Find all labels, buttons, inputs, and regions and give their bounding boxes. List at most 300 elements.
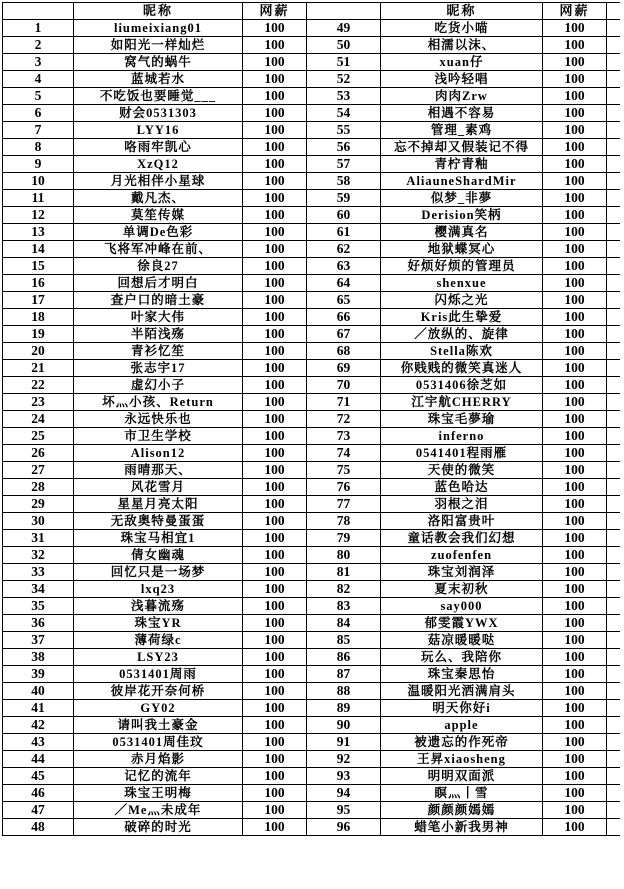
header-salary-left[interactable]: 网薪 xyxy=(243,3,307,20)
salary-right-cell[interactable]: 100 xyxy=(543,802,607,819)
nickname-right-cell[interactable]: 樱满真名 xyxy=(381,224,543,241)
nickname-left-cell[interactable]: 不吃饭也要睡觉___ xyxy=(74,88,243,105)
salary-left-cell[interactable]: 100 xyxy=(243,241,307,258)
row-number-right-cell[interactable]: 93 xyxy=(307,768,381,785)
nickname-right-cell[interactable]: 相遇不容易 xyxy=(381,105,543,122)
nickname-left-cell[interactable]: 查户口的暗土豪 xyxy=(74,292,243,309)
row-number-right-cell[interactable]: 77 xyxy=(307,496,381,513)
nickname-right-cell[interactable]: 你贱贱的微笑真迷人 xyxy=(381,360,543,377)
row-number-left-cell[interactable]: 23 xyxy=(3,394,74,411)
nickname-left-cell[interactable]: 0531401周雨 xyxy=(74,666,243,683)
nickname-right-cell[interactable]: 珠宝刘润泽 xyxy=(381,564,543,581)
row-number-right-cell[interactable]: 74 xyxy=(307,445,381,462)
row-number-left-cell[interactable]: 16 xyxy=(3,275,74,292)
header-index-right[interactable] xyxy=(307,3,381,20)
nickname-left-cell[interactable]: 张志宇17 xyxy=(74,360,243,377)
salary-right-cell[interactable]: 100 xyxy=(543,683,607,700)
nickname-left-cell[interactable]: 珠宝王明梅 xyxy=(74,785,243,802)
nickname-left-cell[interactable]: 风花雪月 xyxy=(74,479,243,496)
nickname-right-cell[interactable]: Derision笑柄 xyxy=(381,207,543,224)
salary-right-cell[interactable]: 100 xyxy=(543,700,607,717)
salary-left-cell[interactable]: 100 xyxy=(243,445,307,462)
row-number-left-cell[interactable]: 10 xyxy=(3,173,74,190)
row-number-right-cell[interactable]: 95 xyxy=(307,802,381,819)
nickname-right-cell[interactable]: 蓝色哈达 xyxy=(381,479,543,496)
nickname-right-cell[interactable]: Kris此生挚爱 xyxy=(381,309,543,326)
row-number-left-cell[interactable]: 20 xyxy=(3,343,74,360)
nickname-left-cell[interactable]: 如阳光一样灿烂 xyxy=(74,37,243,54)
spacer-cell xyxy=(607,88,620,105)
row-number-right-cell[interactable]: 76 xyxy=(307,479,381,496)
row-number-left-cell[interactable]: 45 xyxy=(3,768,74,785)
row-number-right-cell[interactable]: 92 xyxy=(307,751,381,768)
row-number-right-cell[interactable]: 90 xyxy=(307,717,381,734)
row-number-right-cell[interactable]: 87 xyxy=(307,666,381,683)
row-number-left-cell[interactable]: 8 xyxy=(3,139,74,156)
salary-left-cell[interactable]: 100 xyxy=(243,683,307,700)
row-number-left-cell[interactable]: 13 xyxy=(3,224,74,241)
nickname-left-cell[interactable]: 回想后才明白 xyxy=(74,275,243,292)
row-number-right-cell[interactable]: 75 xyxy=(307,462,381,479)
nickname-right-cell[interactable]: Stella陈欢 xyxy=(381,343,543,360)
row-number-left-cell[interactable]: 35 xyxy=(3,598,74,615)
nickname-left-cell[interactable]: 破碎的时光 xyxy=(74,819,243,836)
salary-left-cell[interactable]: 100 xyxy=(243,513,307,530)
salary-left-cell[interactable]: 100 xyxy=(243,71,307,88)
nickname-right-cell[interactable]: 好烦好烦的管理员 xyxy=(381,258,543,275)
row-number-right-cell[interactable]: 61 xyxy=(307,224,381,241)
row-number-left-cell[interactable]: 31 xyxy=(3,530,74,547)
row-number-right-cell[interactable]: 86 xyxy=(307,649,381,666)
salary-right-cell[interactable]: 100 xyxy=(543,615,607,632)
nickname-right-cell[interactable]: 玩么、我陪你 xyxy=(381,649,543,666)
row-number-left-cell[interactable]: 33 xyxy=(3,564,74,581)
header-nickname-left[interactable]: 昵称 xyxy=(74,3,243,20)
row-number-right-cell[interactable]: 52 xyxy=(307,71,381,88)
salary-right-cell[interactable]: 100 xyxy=(543,122,607,139)
row-number-right-cell[interactable]: 88 xyxy=(307,683,381,700)
salary-left-cell[interactable]: 100 xyxy=(243,802,307,819)
salary-right-cell[interactable]: 100 xyxy=(543,258,607,275)
row-number-left-cell[interactable]: 4 xyxy=(3,71,74,88)
spacer-cell xyxy=(607,547,620,564)
row-number-right-cell[interactable]: 68 xyxy=(307,343,381,360)
salary-right-cell[interactable]: 100 xyxy=(543,598,607,615)
row-number-right-cell[interactable]: 62 xyxy=(307,241,381,258)
row-number-left-cell[interactable]: 25 xyxy=(3,428,74,445)
salary-right-cell[interactable]: 100 xyxy=(543,632,607,649)
row-number-left-cell[interactable]: 32 xyxy=(3,547,74,564)
salary-right-cell[interactable]: 100 xyxy=(543,649,607,666)
row-number-right-cell[interactable]: 63 xyxy=(307,258,381,275)
salary-left-cell[interactable]: 100 xyxy=(243,326,307,343)
salary-left-cell[interactable]: 100 xyxy=(243,428,307,445)
salary-right-cell[interactable]: 100 xyxy=(543,173,607,190)
salary-right-cell[interactable]: 100 xyxy=(543,224,607,241)
salary-right-cell[interactable]: 100 xyxy=(543,496,607,513)
nickname-right-cell[interactable]: 温暖阳光洒满肩头 xyxy=(381,683,543,700)
salary-right-cell[interactable]: 100 xyxy=(543,564,607,581)
row-number-left-cell[interactable]: 37 xyxy=(3,632,74,649)
nickname-right-cell[interactable]: say000 xyxy=(381,598,543,615)
spacer-cell xyxy=(607,190,620,207)
row-number-right-cell[interactable]: 59 xyxy=(307,190,381,207)
salary-right-cell[interactable]: 100 xyxy=(543,241,607,258)
nickname-left-cell[interactable]: 虚幻小子 xyxy=(74,377,243,394)
row-number-left-cell[interactable]: 7 xyxy=(3,122,74,139)
salary-right-cell[interactable]: 100 xyxy=(543,292,607,309)
nickname-right-cell[interactable]: 地狱蝶冥心 xyxy=(381,241,543,258)
table-row xyxy=(3,734,620,751)
salary-right-cell[interactable]: 100 xyxy=(543,139,607,156)
salary-right-cell[interactable]: 100 xyxy=(543,71,607,88)
salary-left-cell[interactable]: 100 xyxy=(243,309,307,326)
row-number-left-cell[interactable]: 22 xyxy=(3,377,74,394)
row-number-left-cell[interactable]: 34 xyxy=(3,581,74,598)
nickname-left-cell[interactable]: LSY23 xyxy=(74,649,243,666)
row-number-left-cell[interactable]: 29 xyxy=(3,496,74,513)
row-number-left-cell[interactable]: 21 xyxy=(3,360,74,377)
salary-left-cell[interactable]: 100 xyxy=(243,598,307,615)
salary-left-cell[interactable]: 100 xyxy=(243,292,307,309)
nickname-left-cell[interactable]: Alison12 xyxy=(74,445,243,462)
nickname-right-cell[interactable]: 天使的微笑 xyxy=(381,462,543,479)
row-number-left-cell[interactable]: 17 xyxy=(3,292,74,309)
row-number-right-cell[interactable]: 91 xyxy=(307,734,381,751)
salary-left-cell[interactable]: 100 xyxy=(243,734,307,751)
nickname-left-cell[interactable]: ／Me灬未成年 xyxy=(74,802,243,819)
nickname-left-cell[interactable]: 彼岸花开奈何桥 xyxy=(74,683,243,700)
row-number-left-cell[interactable]: 43 xyxy=(3,734,74,751)
salary-left-cell[interactable]: 100 xyxy=(243,258,307,275)
nickname-right-cell[interactable]: 忘不掉却又假装记不得 xyxy=(381,139,543,156)
row-number-left-cell[interactable]: 14 xyxy=(3,241,74,258)
salary-left-cell[interactable]: 100 xyxy=(243,122,307,139)
row-number-left-cell[interactable]: 19 xyxy=(3,326,74,343)
salary-right-cell[interactable]: 100 xyxy=(543,785,607,802)
row-number-left-cell[interactable]: 3 xyxy=(3,54,74,71)
salary-right-cell[interactable]: 100 xyxy=(543,54,607,71)
row-number-right-cell[interactable]: 73 xyxy=(307,428,381,445)
nickname-right-cell[interactable]: 吃货小喵 xyxy=(381,20,543,37)
header-salary-right[interactable]: 网薪 xyxy=(543,3,607,20)
row-number-left-cell[interactable]: 40 xyxy=(3,683,74,700)
salary-right-cell[interactable]: 100 xyxy=(543,105,607,122)
row-number-left-cell[interactable]: 5 xyxy=(3,88,74,105)
row-number-right-cell[interactable]: 54 xyxy=(307,105,381,122)
salary-left-cell[interactable]: 100 xyxy=(243,462,307,479)
row-number-right-cell[interactable]: 51 xyxy=(307,54,381,71)
nickname-right-cell[interactable]: 明明双面派 xyxy=(381,768,543,785)
row-number-right-cell[interactable]: 71 xyxy=(307,394,381,411)
row-number-left-cell[interactable]: 36 xyxy=(3,615,74,632)
row-number-left-cell[interactable]: 39 xyxy=(3,666,74,683)
salary-left-cell[interactable]: 100 xyxy=(243,547,307,564)
salary-left-cell[interactable]: 100 xyxy=(243,37,307,54)
nickname-right-cell[interactable]: 珠宝秦思怡 xyxy=(381,666,543,683)
salary-right-cell[interactable]: 100 xyxy=(543,190,607,207)
row-number-left-cell[interactable]: 9 xyxy=(3,156,74,173)
row-number-right-cell[interactable]: 80 xyxy=(307,547,381,564)
salary-left-cell[interactable]: 100 xyxy=(243,700,307,717)
nickname-left-cell[interactable]: 记忆的流年 xyxy=(74,768,243,785)
nickname-left-cell[interactable]: 徐良27 xyxy=(74,258,243,275)
row-number-left-cell[interactable]: 6 xyxy=(3,105,74,122)
nickname-right-cell[interactable]: 肉肉Zrw xyxy=(381,88,543,105)
salary-left-cell[interactable]: 100 xyxy=(243,377,307,394)
nickname-right-cell[interactable]: 闪烁之光 xyxy=(381,292,543,309)
nickname-right-cell[interactable]: zuofenfen xyxy=(381,547,543,564)
row-number-left-cell[interactable]: 42 xyxy=(3,717,74,734)
row-number-right-cell[interactable]: 50 xyxy=(307,37,381,54)
spacer-cell xyxy=(607,207,620,224)
salary-left-cell[interactable]: 100 xyxy=(243,207,307,224)
salary-right-cell[interactable]: 100 xyxy=(543,37,607,54)
salary-right-cell[interactable]: 100 xyxy=(543,360,607,377)
salary-right-cell[interactable]: 100 xyxy=(543,819,607,836)
row-number-right-cell[interactable]: 72 xyxy=(307,411,381,428)
salary-left-cell[interactable]: 100 xyxy=(243,275,307,292)
salary-left-cell[interactable]: 100 xyxy=(243,530,307,547)
nickname-right-cell[interactable]: 王昇xiaosheng xyxy=(381,751,543,768)
salary-right-cell[interactable]: 100 xyxy=(543,275,607,292)
nickname-left-cell[interactable]: 叶家大伟 xyxy=(74,309,243,326)
row-number-left-cell[interactable]: 38 xyxy=(3,649,74,666)
nickname-right-cell[interactable]: xuan仔 xyxy=(381,54,543,71)
salary-right-cell[interactable]: 100 xyxy=(543,309,607,326)
row-number-right-cell[interactable]: 57 xyxy=(307,156,381,173)
nickname-right-cell[interactable]: 浅吟轻唱 xyxy=(381,71,543,88)
salary-left-cell[interactable]: 100 xyxy=(243,785,307,802)
row-number-right-cell[interactable]: 79 xyxy=(307,530,381,547)
nickname-right-cell[interactable]: 郁雯霞YWX xyxy=(381,615,543,632)
nickname-right-cell[interactable]: ／放纵的、旋律 xyxy=(381,326,543,343)
salary-left-cell[interactable]: 100 xyxy=(243,479,307,496)
nickname-left-cell[interactable]: GY02 xyxy=(74,700,243,717)
salary-left-cell[interactable]: 100 xyxy=(243,411,307,428)
nickname-right-cell[interactable]: apple xyxy=(381,717,543,734)
row-number-right-cell[interactable]: 83 xyxy=(307,598,381,615)
header-index-left[interactable] xyxy=(3,3,74,20)
salary-left-cell[interactable]: 100 xyxy=(243,343,307,360)
salary-left-cell[interactable]: 100 xyxy=(243,394,307,411)
nickname-left-cell[interactable]: 坏灬小孩、Return xyxy=(74,394,243,411)
row-number-left-cell[interactable]: 15 xyxy=(3,258,74,275)
salary-right-cell[interactable]: 100 xyxy=(543,377,607,394)
nickname-left-cell[interactable]: 半陌浅殇 xyxy=(74,326,243,343)
row-number-right-cell[interactable]: 85 xyxy=(307,632,381,649)
row-number-left-cell[interactable]: 44 xyxy=(3,751,74,768)
salary-left-cell[interactable]: 100 xyxy=(243,632,307,649)
row-number-right-cell[interactable]: 49 xyxy=(307,20,381,37)
salary-left-cell[interactable]: 100 xyxy=(243,54,307,71)
salary-left-cell[interactable]: 100 xyxy=(243,819,307,836)
row-number-right-cell[interactable]: 82 xyxy=(307,581,381,598)
salary-left-cell[interactable]: 100 xyxy=(243,139,307,156)
row-number-left-cell[interactable]: 27 xyxy=(3,462,74,479)
row-number-right-cell[interactable]: 84 xyxy=(307,615,381,632)
nickname-right-cell[interactable]: shenxue xyxy=(381,275,543,292)
row-number-right-cell[interactable]: 60 xyxy=(307,207,381,224)
row-number-right-cell[interactable]: 81 xyxy=(307,564,381,581)
salary-left-cell[interactable]: 100 xyxy=(243,20,307,37)
nickname-left-cell[interactable]: 窝气的蜗牛 xyxy=(74,54,243,71)
salary-left-cell[interactable]: 100 xyxy=(243,768,307,785)
salary-right-cell[interactable]: 100 xyxy=(543,445,607,462)
salary-right-cell[interactable]: 100 xyxy=(543,547,607,564)
salary-right-cell[interactable]: 100 xyxy=(543,88,607,105)
salary-left-cell[interactable]: 100 xyxy=(243,173,307,190)
nickname-right-cell[interactable]: 羽根之泪 xyxy=(381,496,543,513)
nickname-left-cell[interactable]: 星星月亮太阳 xyxy=(74,496,243,513)
nickname-left-cell[interactable]: 回忆只是一场梦 xyxy=(74,564,243,581)
nickname-left-cell[interactable]: 薄荷绿c xyxy=(74,632,243,649)
row-number-left-cell[interactable]: 2 xyxy=(3,37,74,54)
nickname-right-cell[interactable]: 被遗忘的作死帝 xyxy=(381,734,543,751)
nickname-left-cell[interactable]: 青衫忆笙 xyxy=(74,343,243,360)
row-number-right-cell[interactable]: 67 xyxy=(307,326,381,343)
nickname-left-cell[interactable]: 飞将军冲峰在前、 xyxy=(74,241,243,258)
salary-left-cell[interactable]: 100 xyxy=(243,649,307,666)
salary-right-cell[interactable]: 100 xyxy=(543,751,607,768)
nickname-left-cell[interactable]: lxq23 xyxy=(74,581,243,598)
salary-left-cell[interactable]: 100 xyxy=(243,105,307,122)
nickname-left-cell[interactable]: 市卫生学校 xyxy=(74,428,243,445)
nickname-right-cell[interactable]: 明天你好i xyxy=(381,700,543,717)
row-number-right-cell[interactable]: 65 xyxy=(307,292,381,309)
salary-left-cell[interactable]: 100 xyxy=(243,666,307,683)
row-number-left-cell[interactable]: 26 xyxy=(3,445,74,462)
nickname-right-cell[interactable]: 颜颜颜嫣嫣 xyxy=(381,802,543,819)
row-number-left-cell[interactable]: 48 xyxy=(3,819,74,836)
row-number-right-cell[interactable]: 89 xyxy=(307,700,381,717)
nickname-left-cell[interactable]: 莫笙传媒 xyxy=(74,207,243,224)
salary-right-cell[interactable]: 100 xyxy=(543,20,607,37)
nickname-left-cell[interactable]: 单调De色彩 xyxy=(74,224,243,241)
salary-right-cell[interactable]: 100 xyxy=(543,666,607,683)
header-nickname-right[interactable]: 昵称 xyxy=(381,3,543,20)
row-number-left-cell[interactable]: 12 xyxy=(3,207,74,224)
row-number-right-cell[interactable]: 70 xyxy=(307,377,381,394)
row-number-right-cell[interactable]: 55 xyxy=(307,122,381,139)
nickname-right-cell[interactable]: 菇凉暖暖哒 xyxy=(381,632,543,649)
nickname-left-cell[interactable]: 咯雨牢凯心 xyxy=(74,139,243,156)
salary-left-cell[interactable]: 100 xyxy=(243,224,307,241)
salary-right-cell[interactable]: 100 xyxy=(543,207,607,224)
row-number-left-cell[interactable]: 24 xyxy=(3,411,74,428)
salary-right-cell[interactable]: 100 xyxy=(543,717,607,734)
salary-right-cell[interactable]: 100 xyxy=(543,394,607,411)
nickname-right-cell[interactable]: inferno xyxy=(381,428,543,445)
nickname-right-cell[interactable]: 0531406徐芝如 xyxy=(381,377,543,394)
row-number-left-cell[interactable]: 28 xyxy=(3,479,74,496)
nickname-left-cell[interactable]: 雨晴那天、 xyxy=(74,462,243,479)
row-number-right-cell[interactable]: 66 xyxy=(307,309,381,326)
row-number-left-cell[interactable]: 46 xyxy=(3,785,74,802)
salary-right-cell[interactable]: 100 xyxy=(543,530,607,547)
salary-right-cell[interactable]: 100 xyxy=(543,734,607,751)
salary-right-cell[interactable]: 100 xyxy=(543,581,607,598)
nickname-left-cell[interactable]: 珠宝YR xyxy=(74,615,243,632)
salary-right-cell[interactable]: 100 xyxy=(543,326,607,343)
row-number-right-cell[interactable]: 53 xyxy=(307,88,381,105)
salary-left-cell[interactable]: 100 xyxy=(243,88,307,105)
nickname-right-cell[interactable]: 童话教会我们幻想 xyxy=(381,530,543,547)
nickname-left-cell[interactable]: 戴凡杰、 xyxy=(74,190,243,207)
row-number-left-cell[interactable]: 18 xyxy=(3,309,74,326)
nickname-left-cell[interactable]: XzQ12 xyxy=(74,156,243,173)
salary-left-cell[interactable]: 100 xyxy=(243,360,307,377)
nickname-right-cell[interactable]: 相濡以沫、 xyxy=(381,37,543,54)
row-number-right-cell[interactable]: 78 xyxy=(307,513,381,530)
salary-left-cell[interactable]: 100 xyxy=(243,717,307,734)
salary-right-cell[interactable]: 100 xyxy=(543,479,607,496)
nickname-left-cell[interactable]: 无敌奥特曼蛋蛋 xyxy=(74,513,243,530)
row-number-left-cell[interactable]: 1 xyxy=(3,20,74,37)
nickname-right-cell[interactable]: 0541401程雨雁 xyxy=(381,445,543,462)
nickname-left-cell[interactable]: 请叫我土豪金 xyxy=(74,717,243,734)
salary-left-cell[interactable]: 100 xyxy=(243,751,307,768)
row-number-right-cell[interactable]: 69 xyxy=(307,360,381,377)
nickname-left-cell[interactable]: 倩女幽魂 xyxy=(74,547,243,564)
nickname-left-cell[interactable]: 浅暮流殇 xyxy=(74,598,243,615)
nickname-right-cell[interactable]: 瞑灬丨雪 xyxy=(381,785,543,802)
row-number-right-cell[interactable]: 56 xyxy=(307,139,381,156)
row-number-right-cell[interactable]: 58 xyxy=(307,173,381,190)
nickname-left-cell[interactable]: liumeixiang01 xyxy=(74,20,243,37)
salary-left-cell[interactable]: 100 xyxy=(243,190,307,207)
salary-left-cell[interactable]: 100 xyxy=(243,581,307,598)
row-number-left-cell[interactable]: 41 xyxy=(3,700,74,717)
row-number-right-cell[interactable]: 96 xyxy=(307,819,381,836)
nickname-left-cell[interactable]: 月光相伴小星球 xyxy=(74,173,243,190)
nickname-right-cell[interactable]: AliauneShardMir xyxy=(381,173,543,190)
salary-right-cell[interactable]: 100 xyxy=(543,411,607,428)
salary-right-cell[interactable]: 100 xyxy=(543,513,607,530)
salary-right-cell[interactable]: 100 xyxy=(543,343,607,360)
nickname-left-cell[interactable]: 永远快乐也 xyxy=(74,411,243,428)
nickname-left-cell[interactable]: 0531401周佳玟 xyxy=(74,734,243,751)
nickname-right-cell[interactable]: 珠宝毛夢瑜 xyxy=(381,411,543,428)
salary-left-cell[interactable]: 100 xyxy=(243,496,307,513)
nickname-right-cell[interactable]: 蜡笔小新我男神 xyxy=(381,819,543,836)
salary-left-cell[interactable]: 100 xyxy=(243,615,307,632)
nickname-left-cell[interactable]: 蓝城若水 xyxy=(74,71,243,88)
row-number-left-cell[interactable]: 11 xyxy=(3,190,74,207)
nickname-right-cell[interactable]: 江宇航CHERRY xyxy=(381,394,543,411)
nickname-right-cell[interactable]: 似梦_非夢 xyxy=(381,190,543,207)
row-number-left-cell[interactable]: 30 xyxy=(3,513,74,530)
nickname-left-cell[interactable]: 珠宝马相宜1 xyxy=(74,530,243,547)
nickname-right-cell[interactable]: 青柠青釉 xyxy=(381,156,543,173)
spacer-cell xyxy=(607,479,620,496)
nickname-left-cell[interactable]: LYY16 xyxy=(74,122,243,139)
salary-right-cell[interactable]: 100 xyxy=(543,156,607,173)
salary-left-cell[interactable]: 100 xyxy=(243,156,307,173)
salary-right-cell[interactable]: 100 xyxy=(543,768,607,785)
row-number-right-cell[interactable]: 64 xyxy=(307,275,381,292)
salary-right-cell[interactable]: 100 xyxy=(543,428,607,445)
nickname-left-cell[interactable]: 财会0531303 xyxy=(74,105,243,122)
row-number-right-cell[interactable]: 94 xyxy=(307,785,381,802)
nickname-right-cell[interactable]: 夏末初秋 xyxy=(381,581,543,598)
row-number-left-cell[interactable]: 47 xyxy=(3,802,74,819)
nickname-left-cell[interactable]: 赤月焰影 xyxy=(74,751,243,768)
salary-left-cell[interactable]: 100 xyxy=(243,564,307,581)
salary-right-cell[interactable]: 100 xyxy=(543,462,607,479)
nickname-right-cell[interactable]: 洛阳富贵叶 xyxy=(381,513,543,530)
nickname-right-cell[interactable]: 管理_素鸡 xyxy=(381,122,543,139)
